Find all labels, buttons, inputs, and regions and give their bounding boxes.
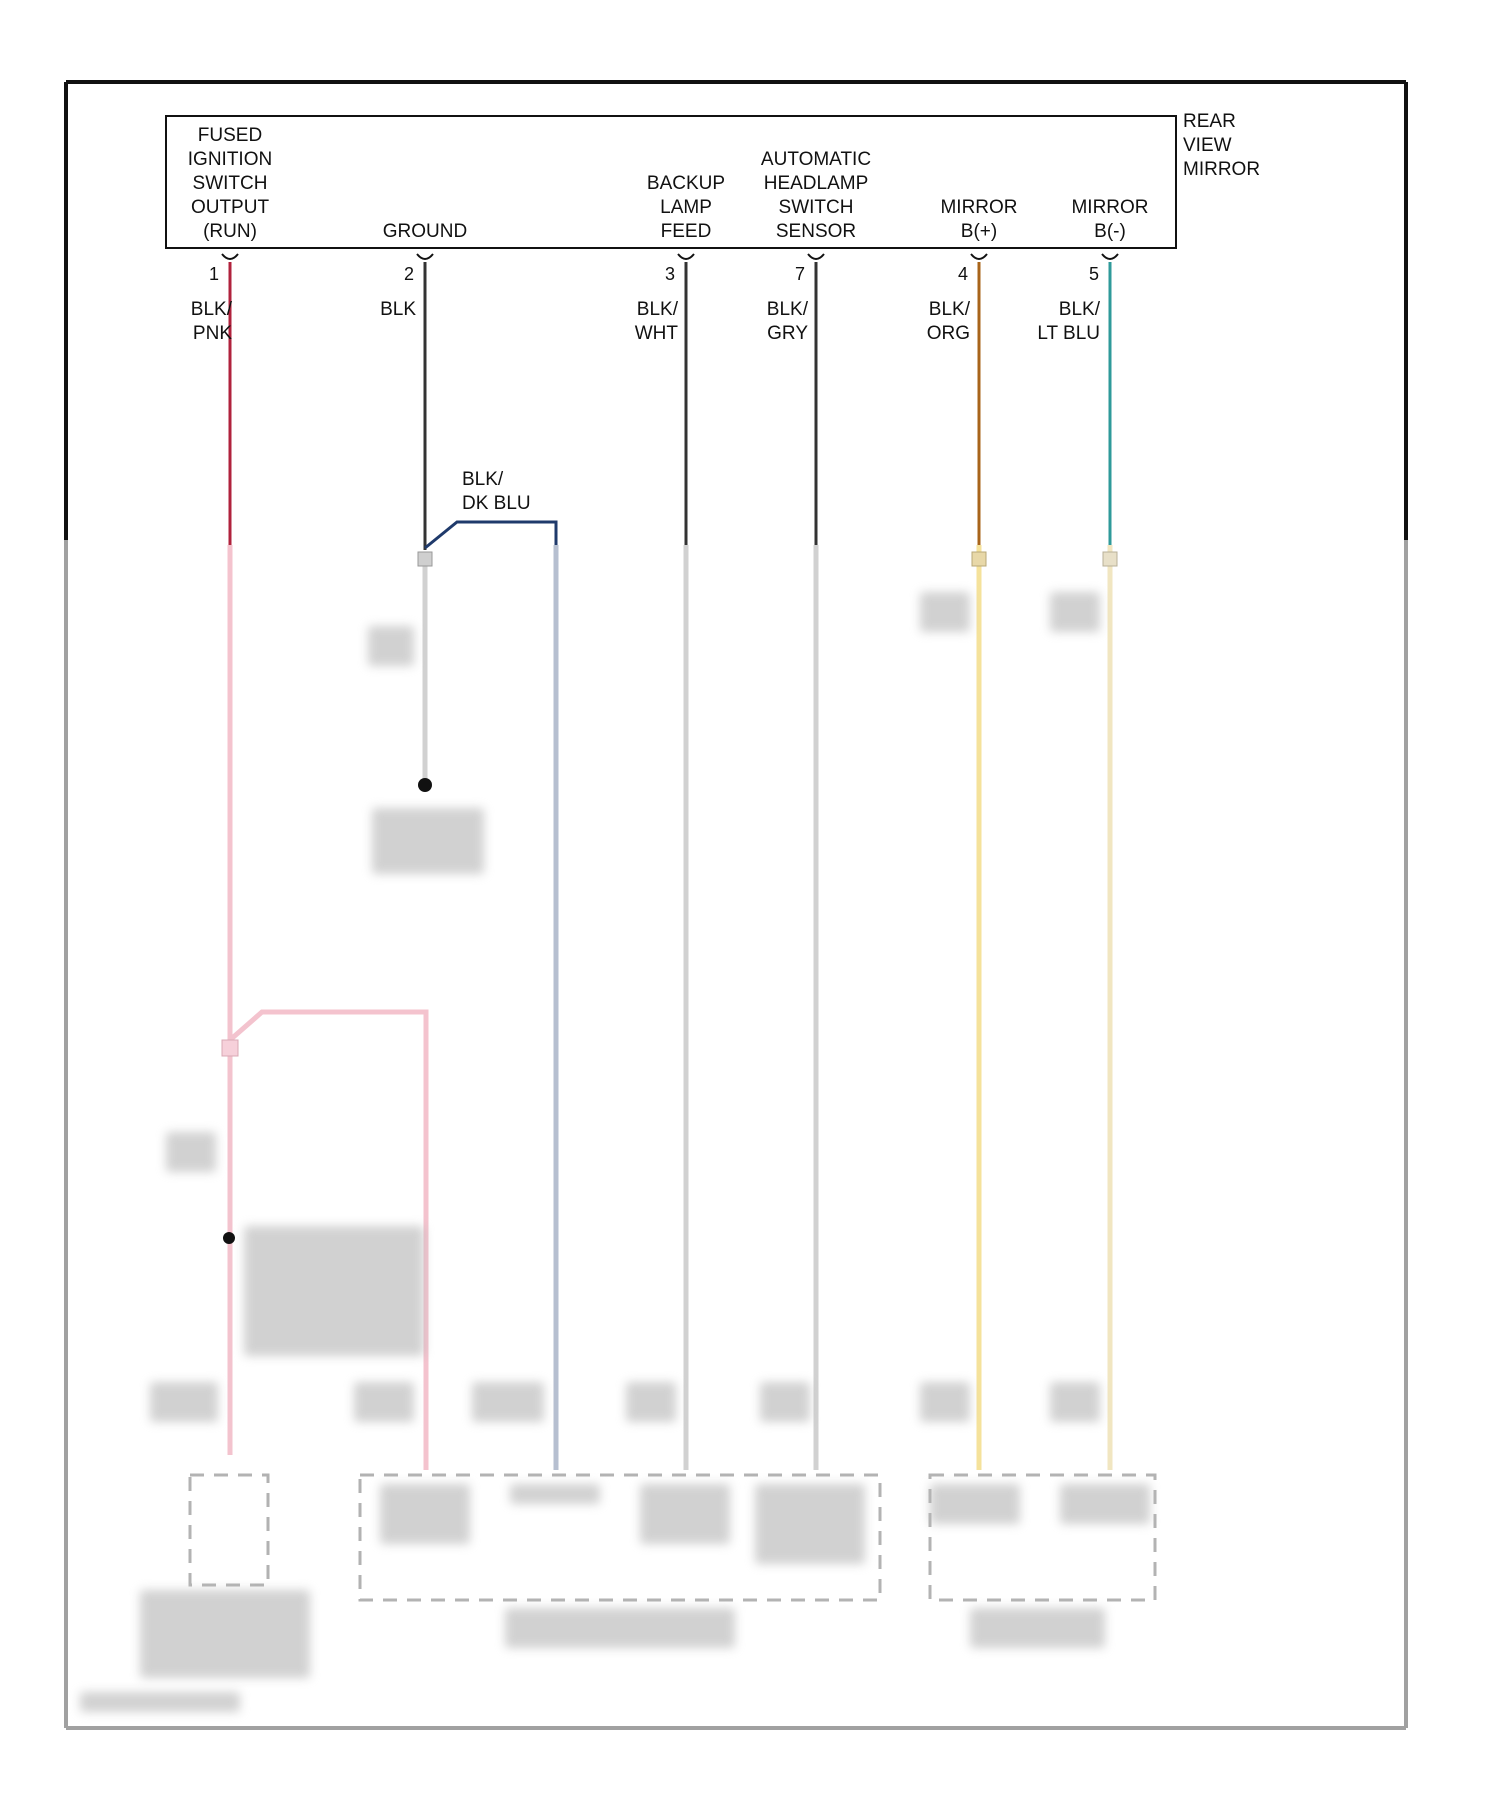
splice-pink	[222, 1040, 238, 1056]
splice-point	[223, 1232, 235, 1244]
splice-org	[972, 552, 986, 566]
pin-3-wire-color: BLK/ WHT	[634, 299, 678, 344]
pin-terminal-5	[1102, 254, 1118, 259]
splice-wire-color: BLK/ DK BLU	[462, 469, 531, 514]
splice-ltblu	[1103, 552, 1117, 566]
pin-2-function: GROUND	[382, 221, 468, 242]
pin-terminal-2	[417, 254, 433, 259]
pin-1-number: 1	[209, 264, 220, 284]
pin-3-number: 3	[665, 264, 676, 284]
pin-4-wire-color: BLK/ ORG	[926, 299, 970, 344]
wire-blk-dk-blu	[425, 522, 556, 548]
pin-terminals	[222, 254, 1118, 259]
pin-1-function: FUSED IGNITION SWITCH OUTPUT (RUN)	[187, 125, 273, 242]
pin-4-number: 4	[958, 264, 969, 284]
pin-5-function: MIRROR B(-)	[1071, 197, 1149, 242]
junction-points	[222, 552, 1117, 1244]
component-name: REAR VIEW MIRROR	[1183, 111, 1261, 180]
pin-2-wire-color: BLK	[380, 299, 416, 320]
pin-4-function: MIRROR B(+)	[940, 197, 1018, 242]
pin-terminal-4	[971, 254, 987, 259]
pin-terminal-7	[808, 254, 824, 259]
pin-7-wire-color: BLK/ GRY	[766, 299, 808, 344]
pin-1-wire-color: BLK/ PNK	[190, 299, 232, 344]
pin-5-number: 5	[1089, 264, 1100, 284]
ground-point	[418, 778, 432, 792]
pin-5-wire-color: BLK/ LT BLU	[1037, 299, 1100, 344]
pin-7-number: 7	[795, 264, 806, 284]
pin-terminal-3	[678, 254, 694, 259]
pin-terminal-1	[222, 254, 238, 259]
pin-7-function: AUTOMATIC HEADLAMP SWITCH SENSOR	[760, 149, 872, 242]
body-control-module-box	[190, 1475, 268, 1585]
pin-2-number: 2	[404, 264, 415, 284]
splice-ground	[418, 552, 432, 566]
pin-3-function: BACKUP LAMP FEED	[646, 173, 726, 242]
